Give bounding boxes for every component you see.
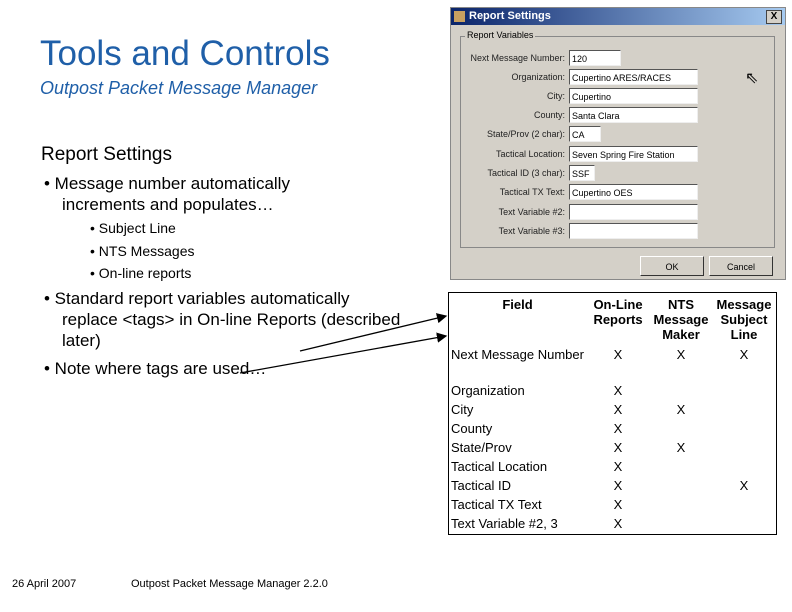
- cell: X: [613, 477, 623, 493]
- cell: X: [613, 496, 623, 512]
- county-input[interactable]: Santa Clara: [569, 107, 698, 123]
- cell: [712, 497, 777, 516]
- table-row: [449, 459, 777, 478]
- cancel-button[interactable]: Cancel: [709, 256, 773, 276]
- table-row: [449, 383, 777, 402]
- cell: Next Message Number: [451, 346, 584, 362]
- field-label: Tactical ID (3 char):: [487, 168, 565, 178]
- header-nts: NTS Message Maker: [653, 297, 709, 342]
- cell: X: [613, 420, 623, 436]
- text-variable-2-input[interactable]: [569, 204, 698, 220]
- header-field: Field: [502, 297, 533, 312]
- cell: [712, 402, 777, 421]
- sub-bullet: • On-line reports: [90, 265, 192, 281]
- table-row: [449, 478, 777, 497]
- next-message-number-input[interactable]: 120: [569, 50, 621, 66]
- tactical-id-input[interactable]: SSF: [569, 165, 595, 181]
- table-row: [449, 497, 777, 516]
- city-input[interactable]: Cupertino: [569, 88, 698, 104]
- field-label: Next Message Number:: [470, 53, 565, 63]
- field-label: Tactical Location:: [495, 149, 565, 159]
- cell: X: [613, 458, 623, 474]
- cell: [650, 516, 712, 535]
- bullet: • Message number automatically increments and populates…: [44, 174, 290, 214]
- cell: Organization: [451, 382, 525, 398]
- app-icon: [454, 11, 465, 22]
- cell: [712, 383, 777, 402]
- dialog-title: Report Settings: [469, 10, 551, 22]
- text-variable-3-input[interactable]: [569, 223, 698, 239]
- bullet: • Standard report variables automatically replace <tags> in On-line Reports (described later): [44, 289, 401, 350]
- close-button[interactable]: X: [766, 10, 782, 24]
- table-row: [449, 347, 777, 383]
- header-online: On-Line Reports: [593, 297, 643, 327]
- arrow: [300, 316, 446, 351]
- cell: [650, 421, 712, 440]
- field-label: City:: [547, 91, 565, 101]
- cell: [712, 421, 777, 440]
- cell: X: [613, 439, 623, 455]
- table-row: [449, 440, 777, 459]
- cell: X: [613, 401, 623, 417]
- group-label: Report Variables: [467, 30, 534, 40]
- field-label: County:: [533, 110, 565, 120]
- cell: [650, 383, 712, 402]
- field-label: Text Variable #2:: [498, 207, 565, 217]
- sub-bullet: • Subject Line: [90, 220, 176, 236]
- sub-bullet: • NTS Messages: [90, 243, 195, 259]
- field-label: Tactical TX Text:: [499, 187, 565, 197]
- cell: County: [451, 420, 493, 436]
- cell: X: [613, 346, 623, 362]
- header-subject: Message Subject Line: [716, 297, 772, 342]
- tactical-tx-text-input[interactable]: Cupertino OES: [569, 184, 698, 200]
- footer-title: Outpost Packet Message Manager 2.2.0: [131, 578, 328, 590]
- section-heading: Report Settings: [41, 144, 172, 165]
- cell: X: [676, 401, 686, 417]
- cell: Tactical ID: [451, 477, 511, 493]
- cursor-icon: ⇖: [745, 70, 759, 87]
- cell: [650, 478, 712, 497]
- footer-date: 26 April 2007: [12, 578, 77, 590]
- report-settings-dialog: [450, 7, 786, 280]
- cell: Tactical TX Text: [451, 496, 542, 512]
- cell: [712, 459, 777, 478]
- cell: [712, 440, 777, 459]
- arrow: [240, 336, 446, 373]
- tactical-location-input[interactable]: Seven Spring Fire Station: [569, 146, 698, 162]
- table-row: [449, 421, 777, 440]
- field-label: Organization:: [511, 72, 565, 82]
- cell: X: [613, 515, 623, 531]
- ok-button[interactable]: OK: [640, 256, 704, 276]
- table-row: [449, 516, 777, 535]
- organization-input[interactable]: Cupertino ARES/RACES: [569, 69, 698, 85]
- table-row: [449, 402, 777, 421]
- slide-title: Tools and Controls: [40, 34, 330, 73]
- state-input[interactable]: CA: [569, 126, 601, 142]
- cell: X: [739, 477, 749, 493]
- cell: [650, 497, 712, 516]
- cell: [650, 459, 712, 478]
- cell: X: [613, 382, 623, 398]
- cell: Text Variable #2, 3: [451, 515, 558, 531]
- cell: [712, 516, 777, 535]
- tag-usage-table: [448, 292, 777, 535]
- cell: State/Prov: [451, 439, 512, 455]
- bullet: • Note where tags are used…: [44, 359, 267, 378]
- cell: City: [451, 401, 474, 417]
- cell: X: [676, 439, 686, 455]
- slide-subtitle: Outpost Packet Message Manager: [40, 78, 318, 98]
- dialog-titlebar: [451, 8, 785, 25]
- field-label: State/Prov (2 char):: [486, 129, 565, 139]
- field-label: Text Variable #3:: [498, 226, 565, 236]
- cell: X: [739, 346, 749, 362]
- cell: X: [676, 346, 686, 362]
- cell: Tactical Location: [451, 458, 548, 474]
